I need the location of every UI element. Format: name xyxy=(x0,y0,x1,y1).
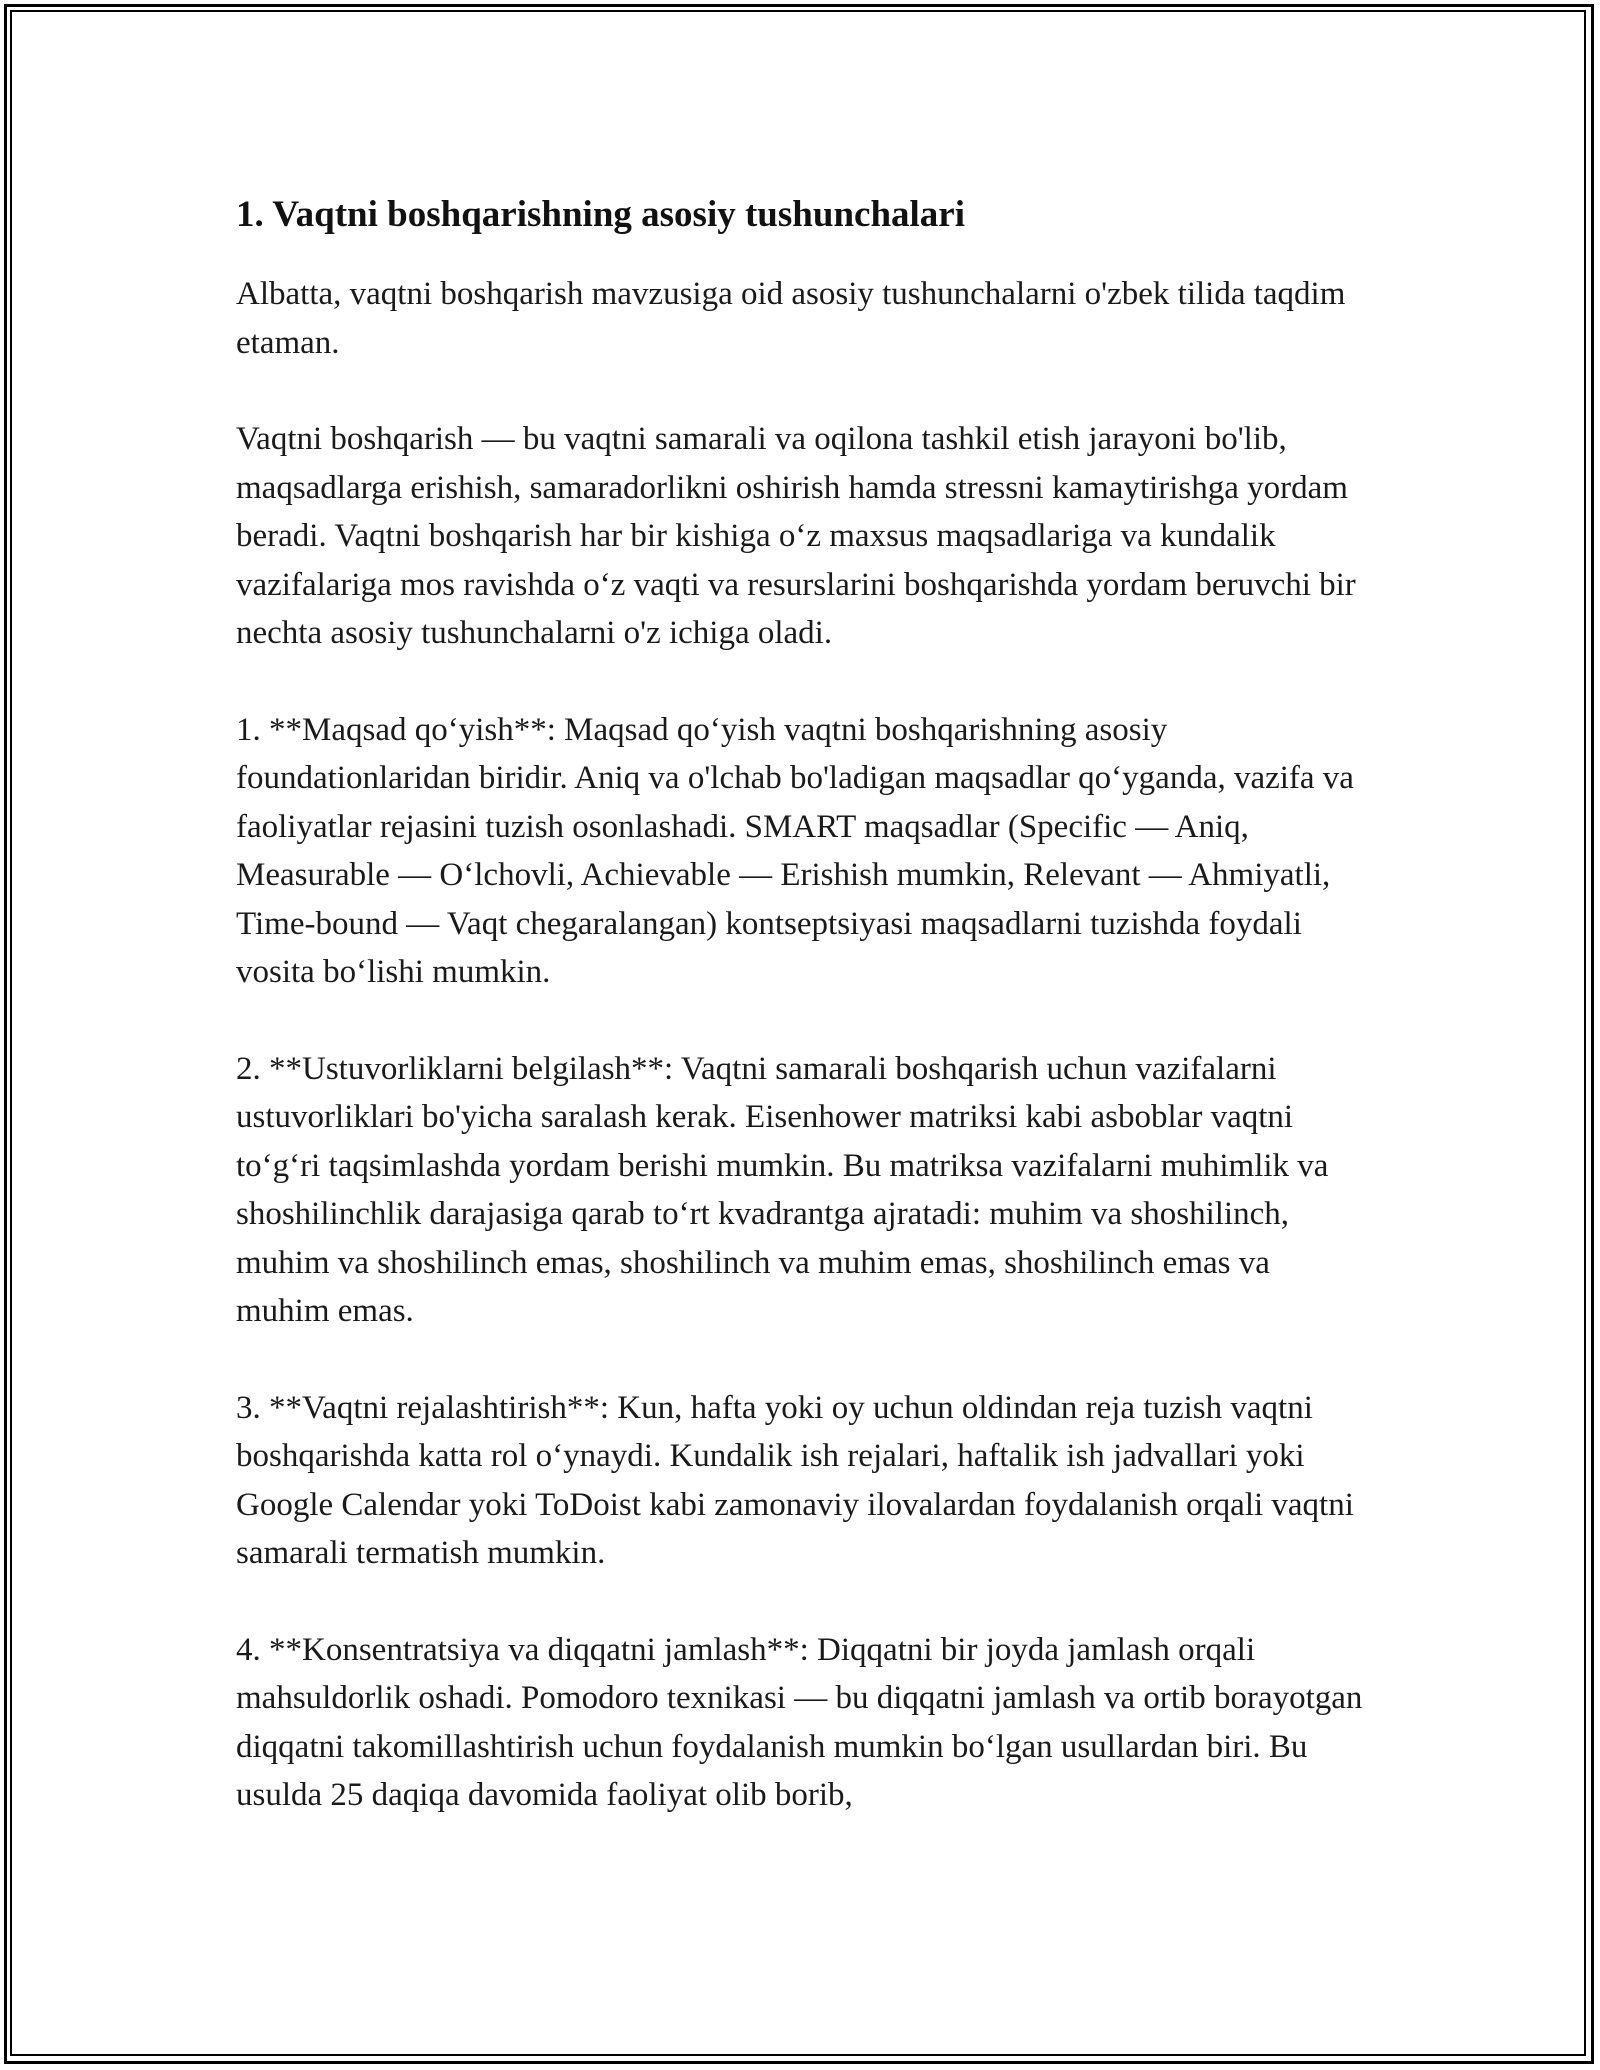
document-body xyxy=(236,186,1366,1868)
definition-paragraph: Vaqtni boshqarish — bu vaqtni samarali va oqilona tashkil etish jarayoni bo'lib, maqsadlarga erishish, samaradorlikni oshirish hamda stressni kamaytirishga yordam beradi. Vaqtni boshqarish har bir kishiga oʻz maxsus maqsadlariga va kundalik vazifalariga mos ravishda oʻz vaqti va resurslarini boshqarishda yordam beruvchi bir nechta asosiy tushunchalarni o'z ichiga oladi. xyxy=(236,421,1356,651)
planning-paragraph: 3. **Vaqtni rejalashtirish**: Kun, hafta yoki oy uchun oldindan reja tuzish vaqtni boshqarishda katta rol oʻynaydi. Kundalik ish rejalari, haftalik ish jadvallari yoki Google Calendar yoki ToDoist kabi zamonaviy ilovalardan foydalanish orqali vaqtni samarali termatish mumkin. xyxy=(236,1389,1354,1571)
concentration-paragraph: 4. **Konsentratsiya va diqqatni jamlash**: Diqqatni bir joyda jamlash orqali mahsuldorlik oshadi. Pomodoro texnikasi — bu diqqatni jamlash va ortib borayotgan diqqatni takomillashtirish uchun foydalanish mumkin boʻlgan usullardan biri. Bu usulda 25 daqiqa davomida faoliyat olib borib, xyxy=(236,1631,1363,1813)
prioritization-paragraph: 2. **Ustuvorliklarni belgilash**: Vaqtni samarali boshqarish uchun vazifalarni ustuvorliklari bo'yicha saralash kerak. Eisenhower matriksi kabi asboblar vaqtni toʻgʻri taqsimlashda yordam berishi mumkin. Bu matriksa vazifalarni muhimlik va shoshilinchlik darajasiga qarab toʻrt kvadrantga ajratadi: muhim va shoshilinch, muhim va shoshilinch emas, shoshilinch va muhim emas, shoshilinch emas va muhim emas. xyxy=(236,1050,1329,1329)
section-heading: 1. Vaqtni boshqarishning asosiy tushunchalari xyxy=(236,194,965,235)
goal-setting-paragraph: 1. **Maqsad qoʻyish**: Maqsad qoʻyish vaqtni boshqarishning asosiy foundationlaridan biridir. Aniq va o'lchab bo'ladigan maqsadlar qoʻyganda, vazifa va faoliyatlar rejasini tuzish osonlashadi. SMART maqsadlar (Specific — Aniq, Measurable — Oʻlchovli, Achievable — Erishish mumkin, Relevant — Ahmiyatli, Time-bound — Vaqt chegaralangan) kontseptsiyasi maqsadlarni tuzishda foydali vosita boʻlishi mumkin. xyxy=(236,711,1354,990)
intro-paragraph: Albatta, vaqtni boshqarish mavzusiga oid asosiy tushunchalarni o'zbek tilida taqdim etaman. xyxy=(236,276,1346,361)
